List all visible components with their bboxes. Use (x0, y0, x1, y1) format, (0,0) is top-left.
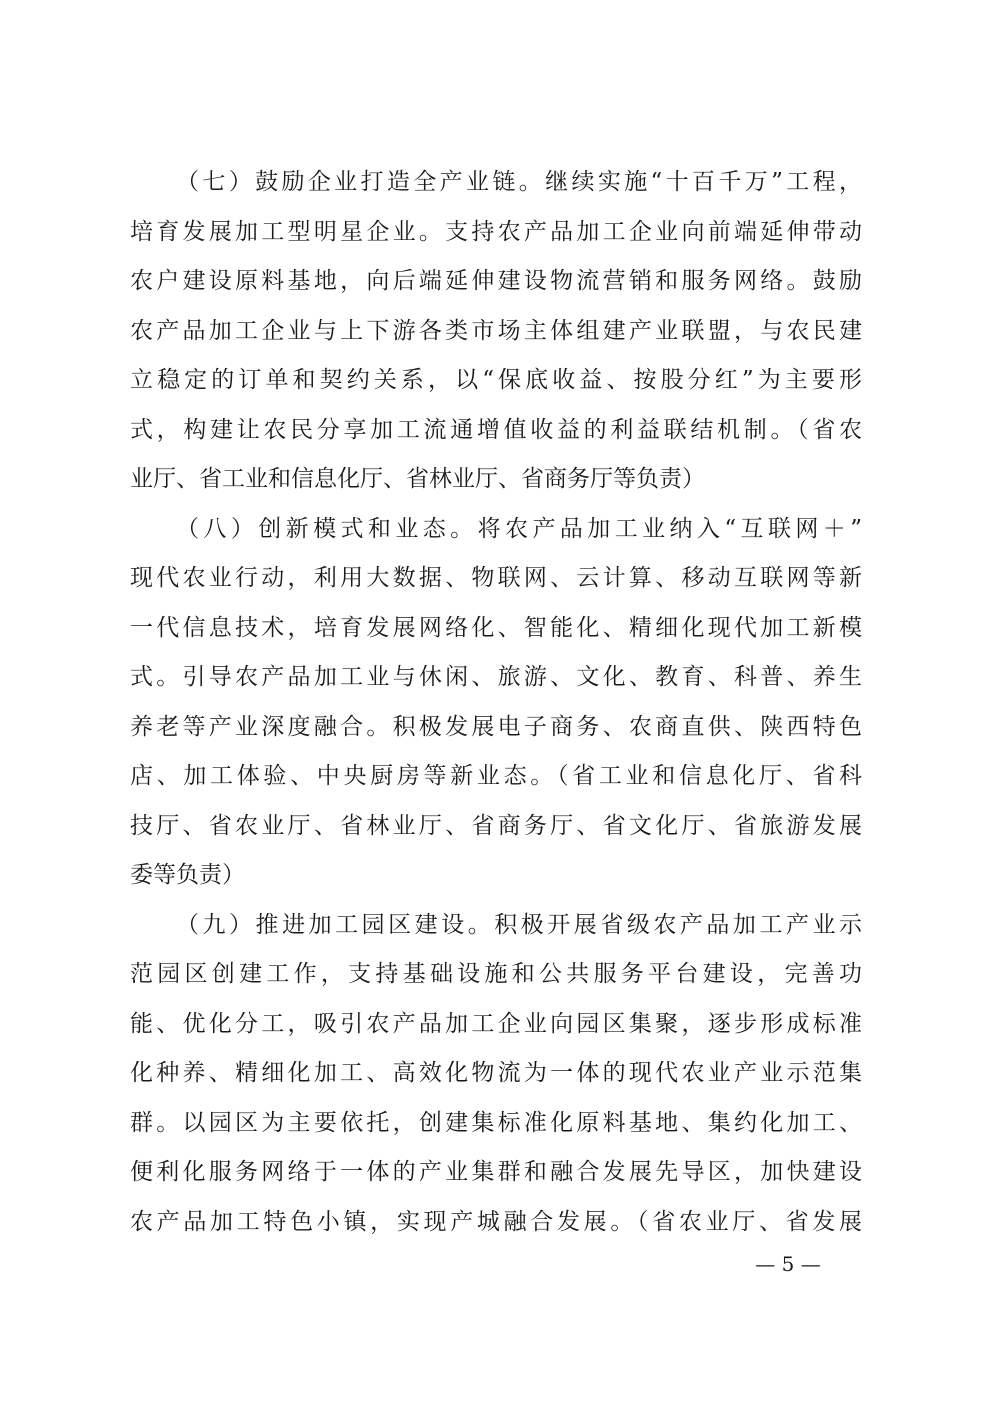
text-line: 范园区创建工作，支持基础设施和公共服务平台建设，完善功 (130, 961, 862, 987)
text-line: 农产品加工特色小镇，实现产城融合发展。（省农业厅、省发展 (130, 1208, 862, 1235)
text-line: 式。引导农产品加工业与休闲、旅游、文化、教育、科普、养生 (130, 664, 862, 690)
text-line: 便利化服务网络于一体的产业集群和融合发展先导区，加快建设 (130, 1159, 862, 1185)
text-line: 式，构建让农民分享加工流通增值收益的利益联结机制。（省农 (130, 416, 862, 443)
text-line: 群。以园区为主要依托，创建集标准化原料基地、集约化加工、 (130, 1109, 862, 1136)
text-line: 现代农业行动，利用大数据、物联网、云计算、移动互联网等新 (130, 565, 862, 591)
text-line: 能、优化分工，吸引农产品加工企业向园区集聚，逐步形成标准 (130, 1010, 862, 1037)
paragraph-7 (130, 158, 862, 505)
text-line: （八）创新模式和业态。将农产品加工业纳入“互联网＋” (176, 515, 862, 542)
text-line: 店、加工体验、中央厨房等新业态。（省工业和信息化厅、省科 (130, 763, 862, 789)
text-line: 一代信息技术，培育发展网络化、智能化、精细化现代加工新模 (130, 614, 862, 641)
text-line: 化种养、精细化加工、高效化物流为一体的现代农业产业示范集 (130, 1060, 862, 1086)
body-text (130, 158, 862, 1247)
text-line: 养老等产业深度融合。积极发展电子商务、农商直供、陕西特色 (130, 713, 862, 740)
text-line: （九）推进加工园区建设。积极开展省级农产品加工产业示 (176, 911, 862, 938)
text-line: 培育发展加工型明星企业。支持农产品加工企业向前端延伸带动 (130, 218, 862, 245)
text-line: 技厅、省农业厅、省林业厅、省商务厅、省文化厅、省旅游发展 (130, 812, 862, 839)
text-line: 业厅、省工业和信息化厅、省林业厅、省商务厅等负责） (130, 466, 705, 492)
text-line: 农户建设原料基地，向后端延伸建设物流营销和服务网络。鼓励 (130, 268, 862, 294)
text-line: 委等负责） (130, 862, 245, 888)
paragraph-9 (130, 901, 862, 1248)
text-line: （七）鼓励企业打造全产业链。继续实施“十百千万”工程， (176, 169, 862, 195)
text-line: 农产品加工企业与上下游各类市场主体组建产业联盟，与农民建 (130, 317, 862, 344)
paragraph-8 (130, 505, 862, 901)
text-line: 立稳定的订单和契约关系，以“保底收益、按股分红”为主要形 (130, 367, 862, 393)
page-number: — 5 — (755, 1252, 821, 1276)
